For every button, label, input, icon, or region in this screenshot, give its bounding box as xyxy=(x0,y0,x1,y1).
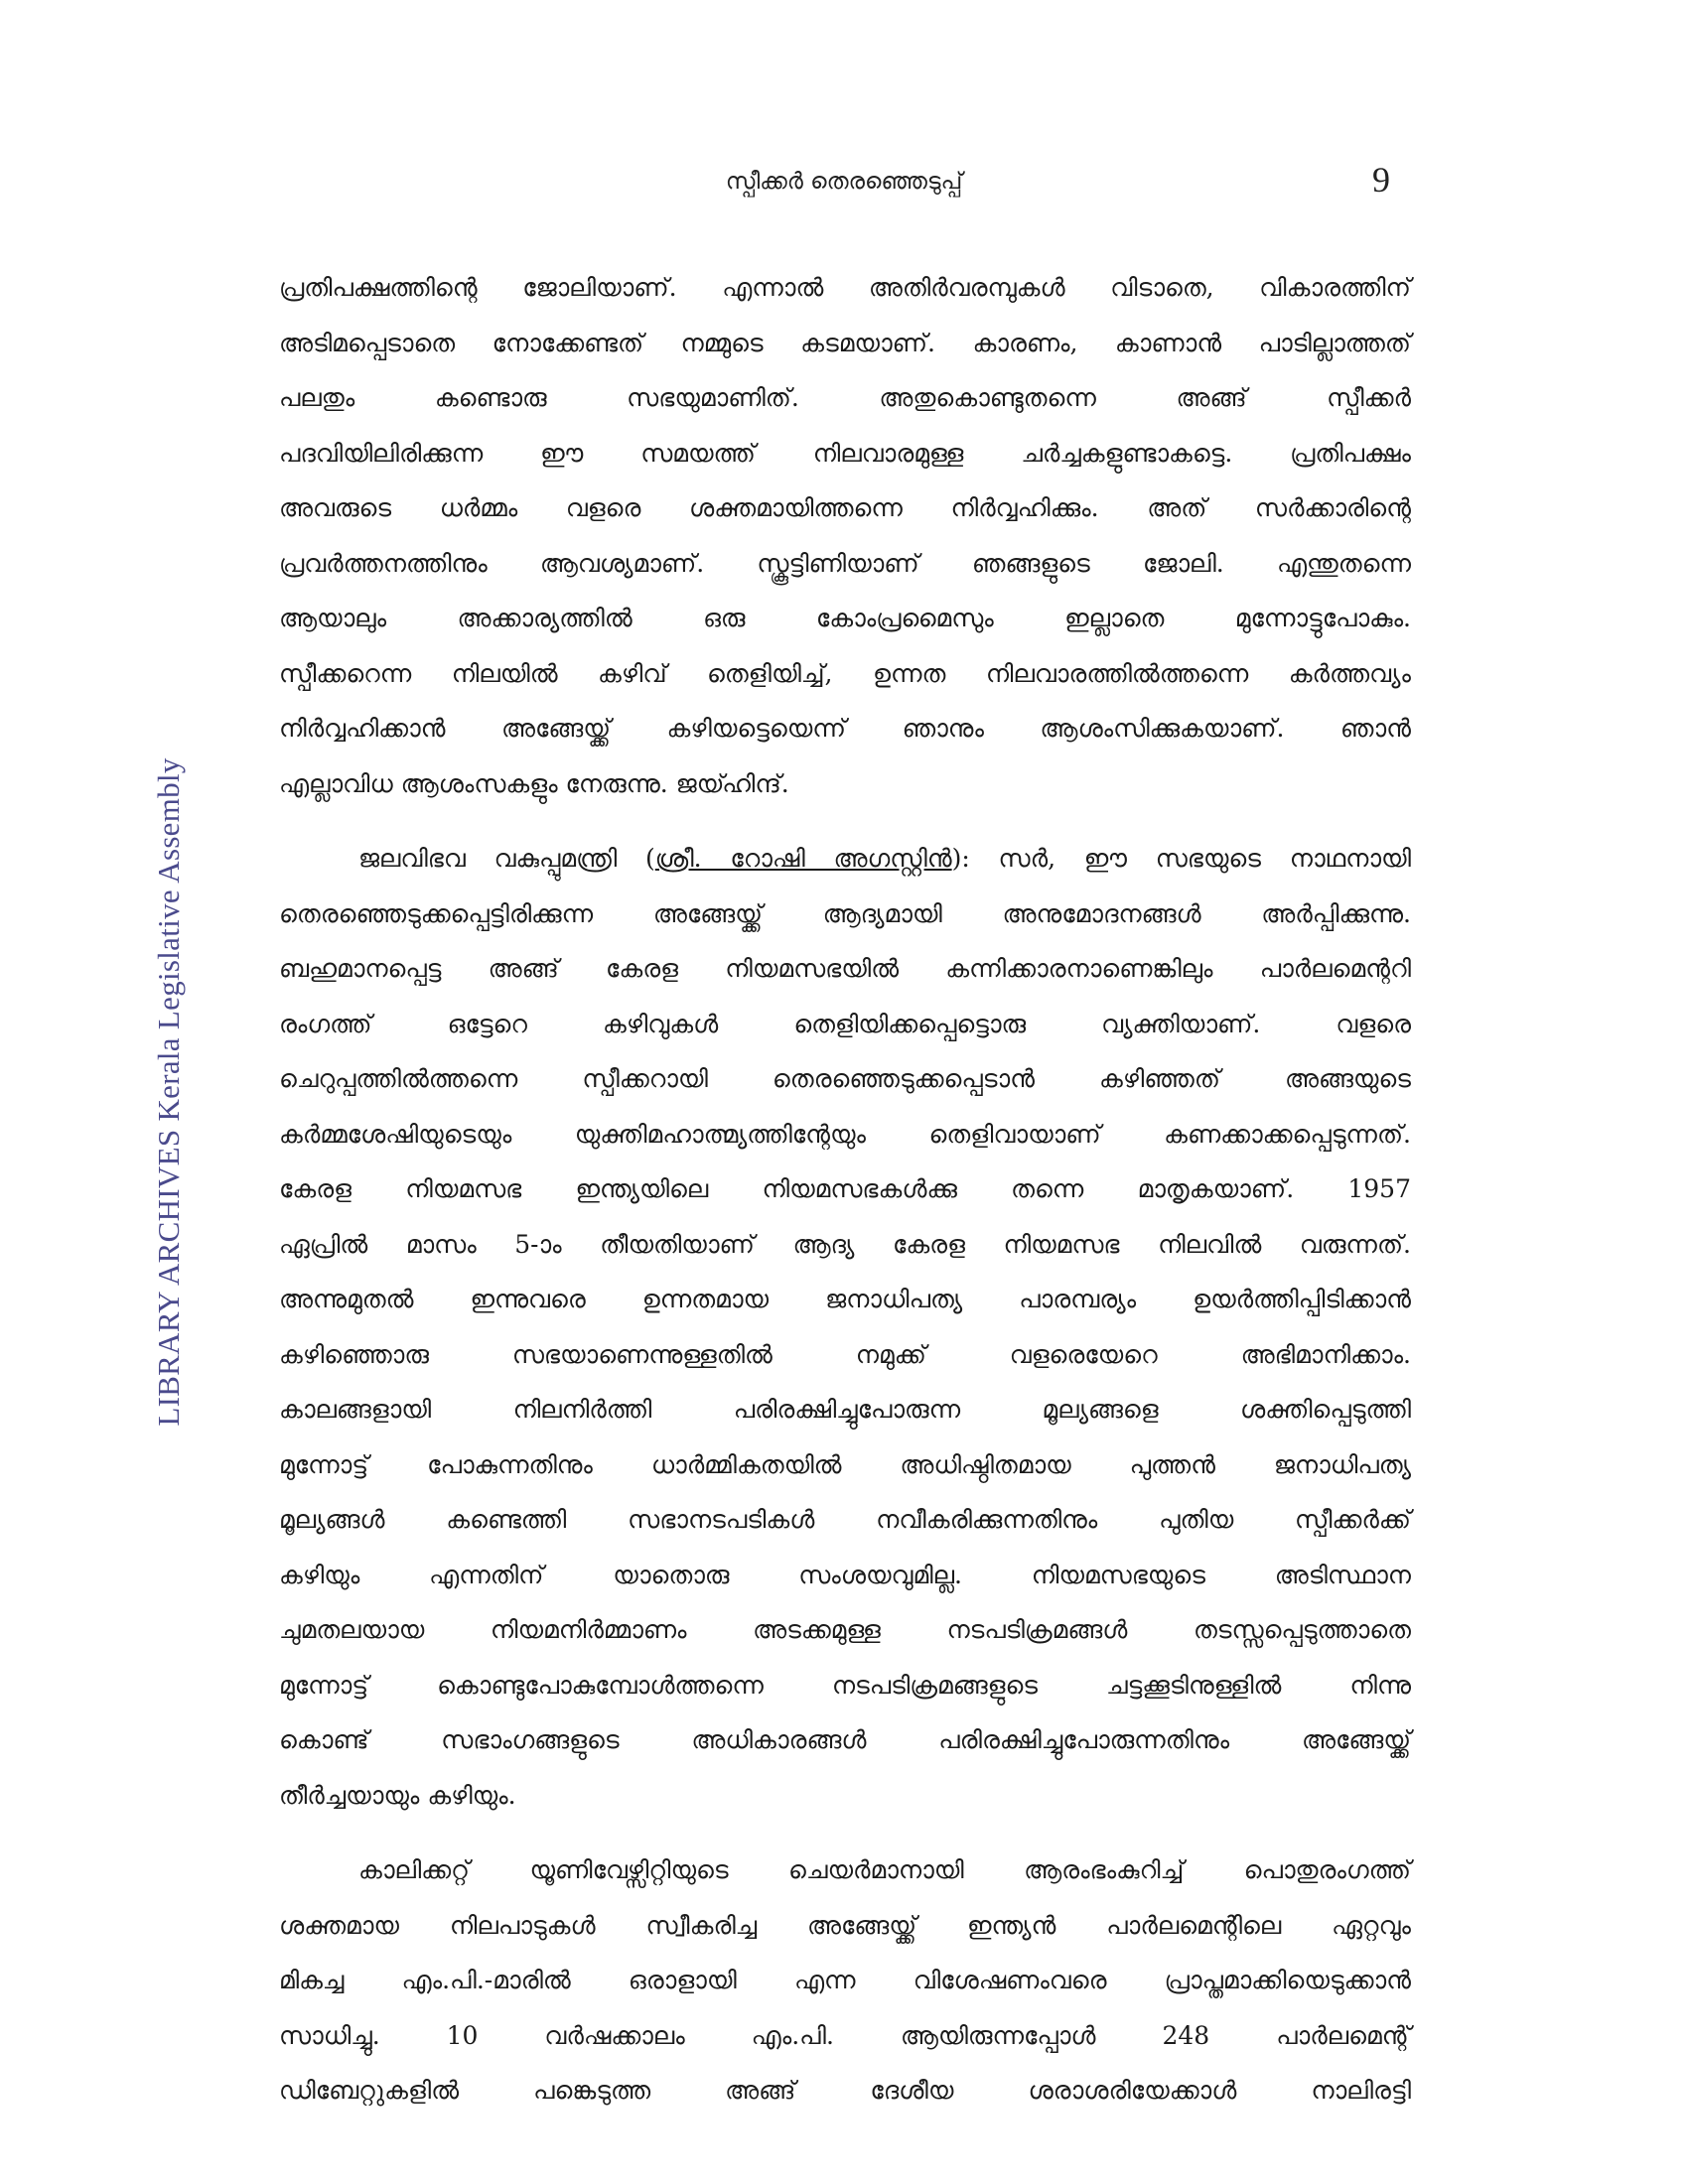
text-line: കാലങ്ങളായി നിലനിർത്തി പരിരക്ഷിച്ചുപോരുന്ന മൂല്യങ്ങളെ ശക്തിപ്പെടുത്തി xyxy=(279,1395,1411,1424)
text-line: മികച്ച എം.പി.-മാരിൽ ഒരാളായി എന്ന വിശേഷണംവരെ പ്രാപ്തമാക്കിയെടുക്കാൻ xyxy=(279,1966,1411,1994)
text-line: കഴിയും എന്നതിന് യാതൊരു സംശയവുമില്ല. നിയമസഭയുടെ അടിസ്ഥാന xyxy=(279,1560,1411,1589)
paragraph xyxy=(279,1843,1411,2118)
text-line: എല്ലാവിധ ആശംസകളും നേരുന്നു. ജയ്ഹിന്ദ്. xyxy=(279,768,789,798)
text-line: മൂല്യങ്ങൾ കണ്ടെത്തി സഭാനടപടികൾ നവീകരിക്കുന്നതിനും പുതിയ സ്പീക്കർക്ക് xyxy=(279,1505,1411,1534)
text-line: സാധിച്ചു. 10 വർഷക്കാലം എം.പി. ആയിരുന്നപ്പോൾ 248 പാർലമെന്റ് xyxy=(279,2020,1411,2050)
text-line: ബഹുമാനപ്പെട്ട അങ്ങ് കേരള നിയമസഭയിൽ കന്നിക്കാരനാണെങ്കിലും പാർലമെന്ററി xyxy=(279,954,1411,983)
text-line: കഴിഞ്ഞൊരു സഭയാണെന്നുള്ളതിൽ നമുക്ക് വളരെയേറെ അഭിമാനിക്കാം. xyxy=(279,1339,1411,1369)
text-line: ശക്തമായ നിലപാടുകൾ സ്വീകരിച്ച അങ്ങേയ്ക്ക് ഇന്ത്യൻ പാർലമെന്റിലെ ഏറ്റവും xyxy=(279,1910,1411,1940)
text-line: കൊണ്ട് സഭാംഗങ്ങളുടെ അധികാരങ്ങൾ പരിരക്ഷിച്ചുപോരുന്നതിനും അങ്ങേയ്ക്ക് xyxy=(279,1725,1411,1754)
text-line: കേരള നിയമസഭ ഇന്ത്യയിലെ നിയമസഭകൾക്കു തന്നെ മാതൃകയാണ്. 1957 xyxy=(279,1174,1411,1203)
text-line: അവരുടെ ധർമ്മം വളരെ ശക്തമായിത്തന്നെ നിർവ്വഹിക്കും. അത് സർക്കാരിന്റെ xyxy=(279,493,1411,522)
archive-watermark: LIBRARY ARCHIVES Kerala Legislative Assembly xyxy=(151,757,186,1427)
paragraph xyxy=(279,260,1411,811)
text-line: തെരഞ്ഞെടുക്കപ്പെട്ടിരിക്കുന്ന അങ്ങേയ്ക്ക് ആദ്യമായി അനുമോദനങ്ങൾ അർപ്പിക്കുന്നു. xyxy=(279,898,1411,928)
speaker-name: ശ്രീ. റോഷി അഗസ്റ്റിൻ xyxy=(654,844,952,873)
speaker-line-rest: ): സർ, ഈ സഭയുടെ നാഥനായി xyxy=(951,844,1411,873)
text-line: കാലിക്കറ്റ് യൂണിവേഴ്സിറ്റിയുടെ ചെയർമാനായി ആരംഭംകുറിച്ച് പൊതുരംഗത്ത് xyxy=(358,1855,1411,1884)
text-line: രംഗത്ത് ഒട്ടേറെ കഴിവുകൾ തെളിയിക്കപ്പെട്ടൊരു വ്യക്തിയാണ്. വളരെ xyxy=(279,1009,1411,1038)
running-title: സ്പീക്കർ തെരഞ്ഞെടുപ്പ് xyxy=(725,169,963,195)
text-line: പലതും കണ്ടൊരു സഭയുമാണിത്. അതുകൊണ്ടുതന്നെ അങ്ങ് സ്പീക്കർ xyxy=(279,383,1411,412)
text-line: ചുമതലയായ നിയമനിർമ്മാണം അടക്കമുള്ള നടപടിക്രമങ്ങൾ തടസ്സപ്പെടുത്താതെ xyxy=(279,1615,1411,1644)
text-line: ആയാലും അക്കാര്യത്തിൽ ഒരു കോംപ്രമൈസും ഇല്ലാതെ മുന്നോട്ടുപോകും. xyxy=(279,604,1411,632)
text-line: അടിമപ്പെടാതെ നോക്കേണ്ടത് നമ്മുടെ കടമയാണ്. കാരണം, കാണാൻ പാടില്ലാത്തത് xyxy=(279,328,1411,357)
text-line: ചെറുപ്പത്തിൽത്തന്നെ സ്പീക്കറായി തെരഞ്ഞെടുക്കപ്പെടാൻ കഴിഞ്ഞത് അങ്ങയുടെ xyxy=(279,1064,1411,1093)
text-line: പദവിയിലിരിക്കുന്ന ഈ സമയത്ത് നിലവാരമുള്ള ചർച്ചകളുണ്ടാകട്ടെ. പ്രതിപക്ഷം xyxy=(279,438,1411,468)
text-line: ഡിബേറ്റുകളിൽ പങ്കെടുത്ത അങ്ങ് ദേശീയ ശരാശരിയേക്കാൾ നാലിരട്ടി xyxy=(279,2076,1411,2105)
text-line: നിർവ്വഹിക്കാൻ അങ്ങേയ്ക്ക് കഴിയട്ടെയെന്ന് ഞാനും ആശംസിക്കുകയാണ്. ഞാൻ xyxy=(279,714,1411,743)
paragraph xyxy=(279,831,1411,1823)
text-line: മുന്നോട്ട് കൊണ്ടുപോകുമ്പോൾത്തന്നെ നടപടിക്രമങ്ങളുടെ ചട്ടക്കൂടിനുള്ളിൽ നിന്നു xyxy=(279,1670,1411,1700)
text-line: അന്നുമുതൽ ഇന്നുവരെ ഉന്നതമായ ജനാധിപത്യ പാരമ്പര്യം ഉയർത്തിപ്പിടിക്കാൻ xyxy=(279,1285,1411,1313)
text-line: ഏപ്രിൽ മാസം 5-ാം തീയതിയാണ് ആദ്യ കേരള നിയമസഭ നിലവിൽ വരുന്നത്. xyxy=(279,1229,1411,1259)
speaker-line xyxy=(279,831,1411,887)
text-line: കർമ്മശേഷിയുടെയും യുക്തിമഹാത്മ്യത്തിന്റേയും തെളിവായാണ് കണക്കാക്കപ്പെടുന്നത്. xyxy=(279,1119,1411,1149)
body-text xyxy=(279,260,1411,2118)
speaker-role: ജലവിഭവ വകുപ്പുമന്ത്രി ( xyxy=(358,844,655,873)
text-line: പ്രവർത്തനത്തിനും ആവശ്യമാണ്. സ്കൂട്ടിണിയാണ് ഞങ്ങളുടെ ജോലി. എന്തുതന്നെ xyxy=(279,548,1411,578)
text-line: മുന്നോട്ട് പോകുന്നതിനും ധാർമ്മികതയിൽ അധിഷ്ഠിതമായ പുത്തൻ ജനാധിപത്യ xyxy=(279,1449,1411,1479)
text-line: സ്പീക്കറെന്ന നിലയിൽ കഴിവ് തെളിയിച്ച്, ഉന്നത നിലവാരത്തിൽത്തന്നെ കർത്തവ്യം xyxy=(279,658,1411,688)
text-line: തീർച്ചയായും കഴിയും. xyxy=(279,1780,516,1810)
page-number: 9 xyxy=(1372,160,1390,200)
text-line: പ്രതിപക്ഷത്തിന്റെ ജോലിയാണ്. എന്നാൽ അതിർവരമ്പുകൾ വിടാതെ, വികാരത്തിന് xyxy=(279,273,1411,302)
